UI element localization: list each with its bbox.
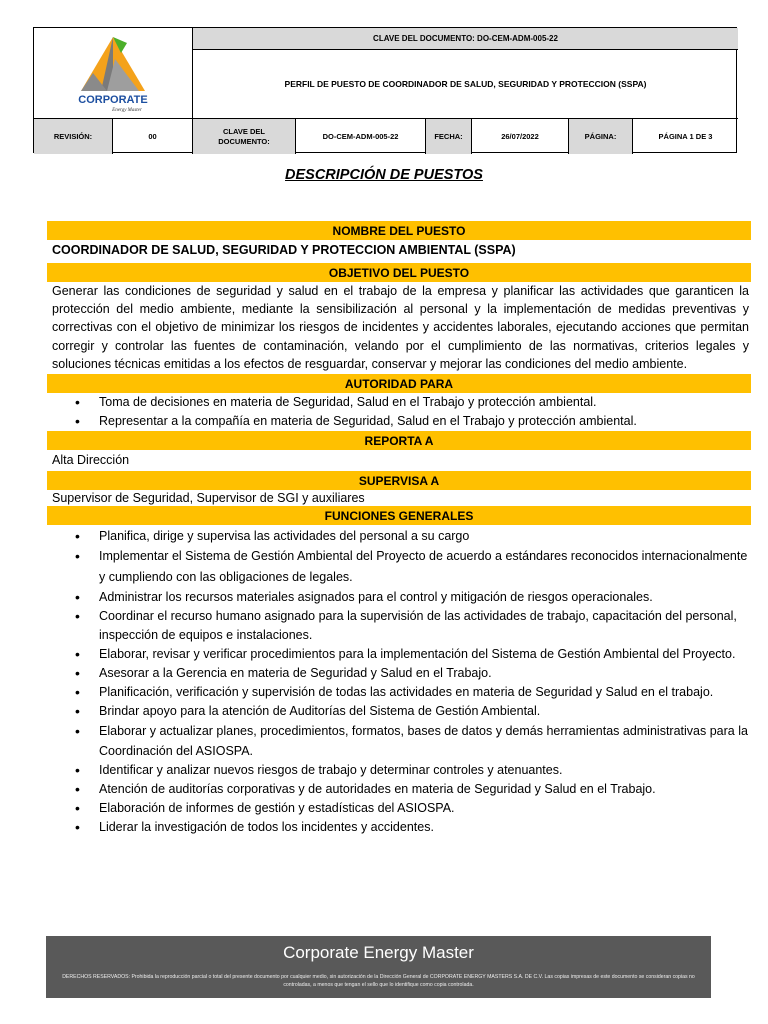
- key-label: CLAVE DEL DOCUMENTO:: [193, 119, 296, 154]
- list-item: • Elaboración de informes de gestión y estadísticas del ASIOSPA.: [75, 799, 751, 818]
- list-item: • Atención de auditorías corporativas y de autoridades en materia de Seguridad y Salud en el Trabajo.: [75, 780, 751, 799]
- list-item: • Asesorar a la Gerencia en materia de Seguridad y Salud en el Trabajo.: [75, 664, 751, 683]
- revision-value: 00: [113, 119, 193, 154]
- page-title: DESCRIPCIÓN DE PUESTOS: [285, 167, 483, 183]
- date-value: 26/07/2022: [472, 119, 569, 154]
- list-item: • Planifica, dirige y supervisa las actividades del personal a su cargo: [75, 527, 751, 546]
- section-heading-objetivo: OBJETIVO DEL PUESTO: [47, 263, 751, 282]
- key-value: DO-CEM-ADM-005-22: [296, 119, 426, 154]
- list-item: • Elaborar y actualizar planes, procedimientos, formatos, bases de datos y demás herramientas administrativas para la Coordinación del ASIOSPA.: [75, 721, 751, 761]
- list-item: • Elaborar, revisar y verificar procedimientos para la implementación del Sistema de Gestión Ambiental del Proyecto.: [75, 645, 751, 664]
- list-item: • Identificar y analizar nuevos riesgos de trabajo y determinar controles y atenuantes.: [75, 761, 751, 780]
- reports-to: Alta Dirección: [52, 453, 130, 468]
- document-profile-title: PERFIL DE PUESTO DE COORDINADOR DE SALUD, SEGURIDAD Y PROTECCION (SSPA): [193, 50, 738, 119]
- logo-subtext: Energy Master: [112, 108, 142, 113]
- list-item: • Toma de decisiones en materia de Seguridad, Salud en el Trabajo y protección ambiental.: [75, 393, 751, 412]
- list-item: • Coordinar el recurso humano asignado para la supervisión de las actividades de trabajo, capacitación del personal, inspección de equipos e instalaciones.: [75, 607, 751, 645]
- list-item: • Administrar los recursos materiales asignados para el control y mitigación de riesgos operacionales.: [75, 588, 751, 607]
- list-item: • Representar a la compañía en materia de Seguridad, Salud en el Trabajo y protección ambiental.: [75, 412, 751, 431]
- authority-list: [47, 393, 751, 431]
- document-meta-row: [34, 119, 738, 154]
- section-heading-autoridad: AUTORIDAD PARA: [47, 374, 751, 393]
- section-heading-reporta: REPORTA A: [47, 431, 751, 450]
- list-item: • Liderar la investigación de todos los incidentes y accidentes.: [75, 818, 751, 837]
- page-footer: [46, 936, 711, 998]
- page-value: PÁGINA 1 DE 3: [658, 131, 713, 141]
- footer-rights: DERECHOS RESERVADOS: Prohibida la reproducción parcial o total del presente documento por cualquier medio, sin autorización de la Dirección General de CORPORATE ENERGY MASTERS S.A. DE C.V. Las copias impresas de este documento se consideran copias no controladas, a menos que tengan el sello que lo identifique como copia controlada.: [62, 974, 695, 988]
- job-title: COORDINADOR DE SALUD, SEGURIDAD Y PROTECCION AMBIENTAL (SSPA): [52, 243, 516, 257]
- logo-icon: [53, 33, 173, 113]
- company-logo: [34, 28, 193, 119]
- page-label: PÁGINA:: [569, 119, 633, 154]
- objective-text: Generar las condiciones de seguridad y salud en el trabajo de la empresa y planificar las actividades que garanticen la protección del medio ambiente, mediante la sensibilización al personal y la implementación de medidas preventivas y correctivas con el objetivo de minimizar los riesgos de incidentes y accidentes laborales, ejecutando acciones que permitan corregir y controlar las fuentes de contaminación, velando por el cumplimiento de las normativas, criterios legales y soluciones técnicas emitidas a los efectos de resguardar, conservar y mejorar las condiciones del medio ambiente.: [52, 284, 749, 371]
- logo-text: CORPORATE: [78, 94, 148, 106]
- list-item: • Brindar apoyo para la atención de Auditorías del Sistema de Gestión Ambiental.: [75, 702, 751, 721]
- section-heading-supervisa: SUPERVISA A: [47, 471, 751, 490]
- job-description: [47, 221, 751, 837]
- list-item: • Implementar el Sistema de Gestión Ambiental del Proyecto de acuerdo a estándares reconocidos internacionalmente y cumpliendo con las obligaciones de legales.: [75, 546, 751, 588]
- list-item: • Planificación, verificación y supervisión de todas las actividades en materia de Seguridad y Salud en el trabajo.: [75, 683, 751, 702]
- section-heading-nombre: NOMBRE DEL PUESTO: [47, 221, 751, 240]
- document-key-line: CLAVE DEL DOCUMENTO: DO-CEM-ADM-005-22: [193, 28, 738, 50]
- footer-brand: Corporate Energy Master: [283, 943, 474, 962]
- functions-list: [47, 525, 751, 837]
- supervises: Supervisor de Seguridad, Supervisor de SGI y auxiliares: [52, 491, 365, 506]
- section-heading-funciones: FUNCIONES GENERALES: [47, 506, 751, 525]
- revision-label: REVISIÓN:: [34, 119, 113, 154]
- date-label: FECHA:: [426, 119, 472, 154]
- document-header: [33, 27, 737, 153]
